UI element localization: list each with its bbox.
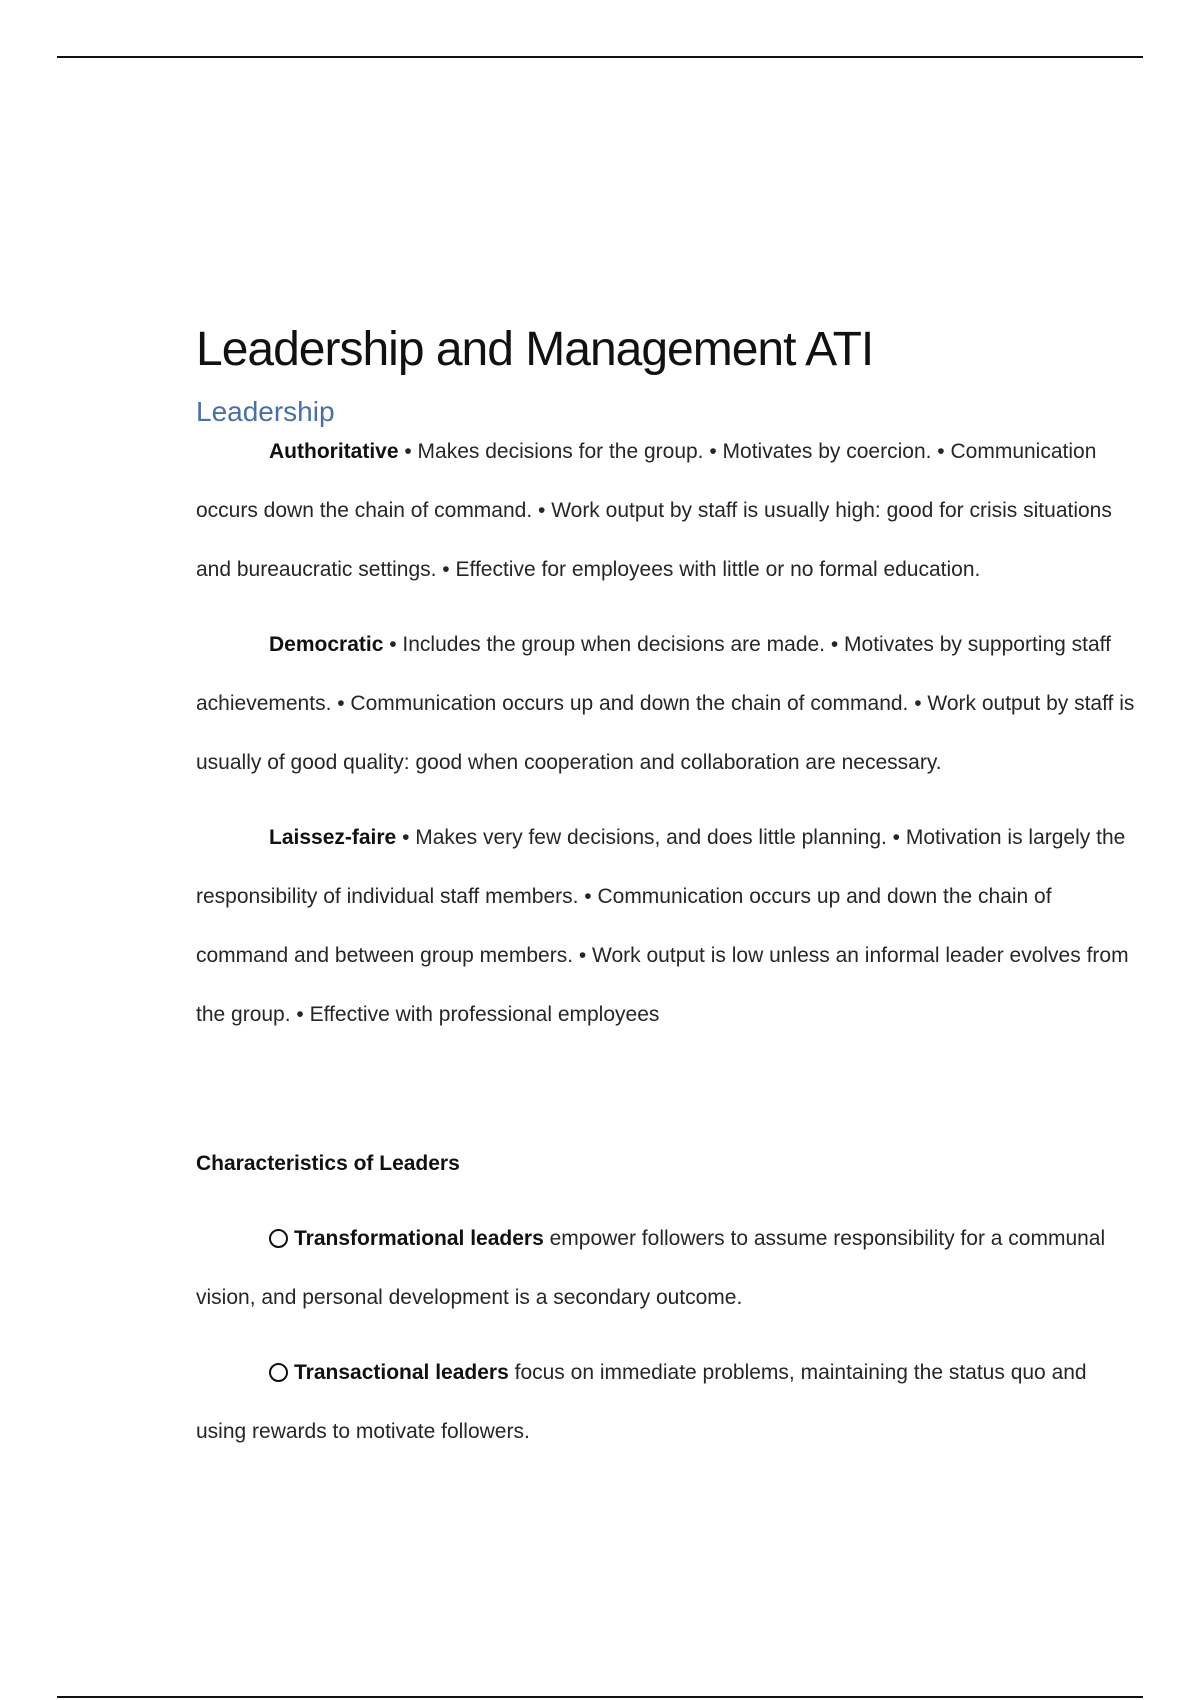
style-name-authoritative: Authoritative — [269, 440, 399, 463]
paragraph-laissez-faire — [196, 808, 1136, 1044]
top-rule — [57, 56, 1143, 58]
document-body — [196, 312, 1136, 1461]
style-name-democratic: Democratic — [269, 633, 384, 656]
style-text-laissez-faire: • Makes very few decisions, and does little planning. • Motivation is largely the responsibility of individual staff members. • Communication occurs up and down the chain of command and between group members. • Work output is low unless an informal leader evolves from the group. • Effective with professional employees — [196, 826, 1129, 1026]
characteristics-heading: Characteristics of Leaders — [196, 1152, 460, 1175]
characteristic-transactional — [196, 1343, 1136, 1461]
style-text-democratic: • Includes the group when decisions are made. • Motivates by supporting staff achievements. • Communication occurs up and down the chain of command. • Work output by staff is usually of good quality: good when cooperation and collaboration are necessary. — [196, 633, 1135, 774]
paragraph-authoritative — [196, 422, 1136, 599]
style-name-laissez-faire: Laissez-faire — [269, 826, 397, 849]
style-text-authoritative: • Makes decisions for the group. • Motivates by coercion. • Communication occurs down the chain of command. • Work output by staff is usually high: good for crisis situations and bureaucratic settings. • Effective for employees with little or no formal education. — [196, 440, 1112, 581]
section-heading-leadership: Leadership — [196, 396, 335, 427]
characteristic-transformational — [196, 1209, 1136, 1327]
circle-bullet-icon — [269, 1363, 288, 1382]
document-title: Leadership and Management ATI — [196, 323, 874, 376]
term-transformational: Transformational leaders — [294, 1227, 544, 1250]
paragraph-democratic — [196, 615, 1136, 792]
circle-bullet-icon — [269, 1229, 288, 1248]
bottom-rule — [57, 1696, 1143, 1698]
text-transactional: focus on immediate problems, maintaining the status quo and using rewards to motivate followers. — [196, 1361, 1087, 1443]
term-transactional: Transactional leaders — [294, 1361, 509, 1384]
text-transformational: empower followers to assume responsibility for a communal vision, and personal development is a secondary outcome. — [196, 1227, 1106, 1309]
